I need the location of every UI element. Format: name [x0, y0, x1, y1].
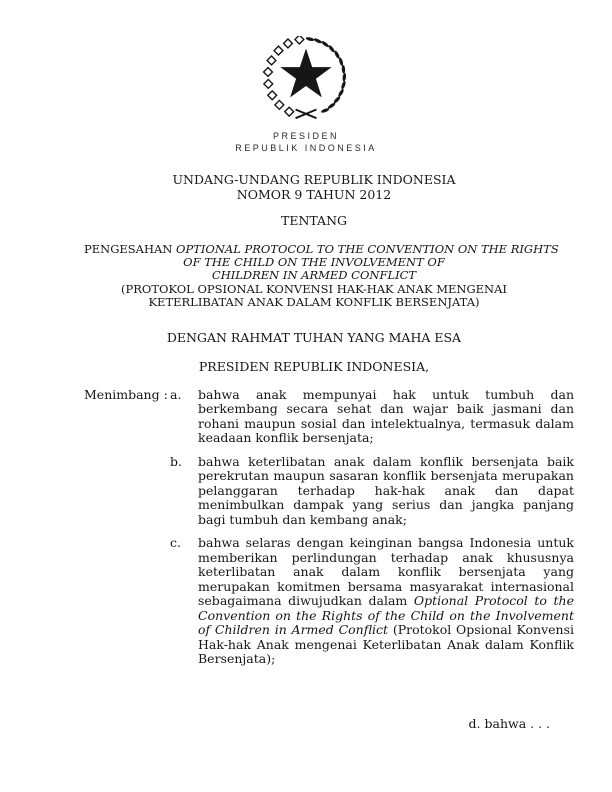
presidential-emblem-graphic [252, 36, 360, 122]
considering-item-b [84, 455, 574, 528]
subject-english-2: OF THE CHILD ON THE INVOLVEMENT OF [183, 254, 445, 269]
issuer-line: PRESIDEN REPUBLIK INDONESIA, [198, 359, 430, 375]
star-icon [280, 49, 331, 98]
law-subject-block [84, 241, 559, 310]
considering-section [84, 388, 574, 667]
subject-translation-2: KETERLIBATAN ANAK DALAM KONFLIK BERSENJATA) [148, 295, 480, 310]
document-headings [84, 172, 559, 375]
letterhead-republik-indonesia: REPUBLIK INDONESIA [235, 143, 377, 153]
law-title-block [84, 173, 544, 202]
considering-item-a [84, 388, 574, 446]
letterhead-presiden: PRESIDEN [272, 131, 339, 141]
subject-translation-1: (PROTOKOL OPSIONAL KONVENSI HAK-HAK ANAK MENGENAI [121, 281, 507, 296]
subject-line-1 [84, 241, 559, 256]
item-letter-a: a. [170, 386, 182, 402]
menimbang-label: Menimbang : [84, 386, 168, 402]
page-catchword: d. bahwa . . . [468, 716, 550, 731]
subject-english-1: OPTIONAL PROTOCOL TO THE CONVENTION ON THE RIGHTS [176, 241, 559, 256]
crossed-stems-icon [296, 109, 317, 118]
item-letter-c: c. [170, 535, 181, 551]
law-title: UNDANG-UNDANG REPUBLIK INDONESIA [172, 172, 456, 187]
law-number: NOMOR 9 TAHUN 2012 [236, 186, 392, 202]
subject-prefix: PENGESAHAN [84, 241, 177, 256]
item-text-a: bahwa anak mempunyai hak untuk tumbuh dan berkembang secara sehat dan wajar baik jasmani dan rohani maupun sosial dan intelektualnya, termasuk dalam keadaan konflik bersenjata; [198, 386, 574, 446]
letterhead [0, 130, 612, 154]
menimbang-label-spacer [84, 536, 170, 667]
presidential-emblem [0, 0, 612, 126]
item-text-c-normal-1: bahwa selaras dengan keinginan bangsa Indonesia untuk memberikan perlindungan terhadap anak khususnya keterlibatan anak dalam konflik bersenjata yang merupakan komitmen bersama masyarakat internasional sebagaimana diwujudkan dalam [198, 535, 574, 609]
item-text-c-normal-2: (Protokol Opsional Konvensi Hak-hak Anak mengenai Keterlibatan Anak dalam Konflik Bersenjata); [198, 622, 574, 667]
tentang-label: TENTANG [280, 213, 347, 228]
menimbang-label-spacer [84, 455, 170, 528]
item-text-b: bahwa keterlibatan anak dalam konflik bersenjata baik perekrutan maupun sasaran konflik bersenjata merupakan pelanggaran terhadap hak-hak anak dan dapat menimbulkan dampak yang serius dan jangka panjang bagi tumbuh dan kembang anak; [198, 453, 574, 527]
item-letter-b: b. [170, 453, 182, 469]
considering-item-c [84, 536, 574, 667]
item-text-c-italic: Optional Protocol to the Convention on the Rights of the Child on the Involvement of Children in Armed Conflict [198, 593, 574, 638]
subject-english-3: CHILDREN IN ARMED CONFLICT [211, 268, 417, 283]
item-text-c [198, 536, 574, 667]
invocation-line: DENGAN RAHMAT TUHAN YANG MAHA ESA [166, 329, 462, 345]
